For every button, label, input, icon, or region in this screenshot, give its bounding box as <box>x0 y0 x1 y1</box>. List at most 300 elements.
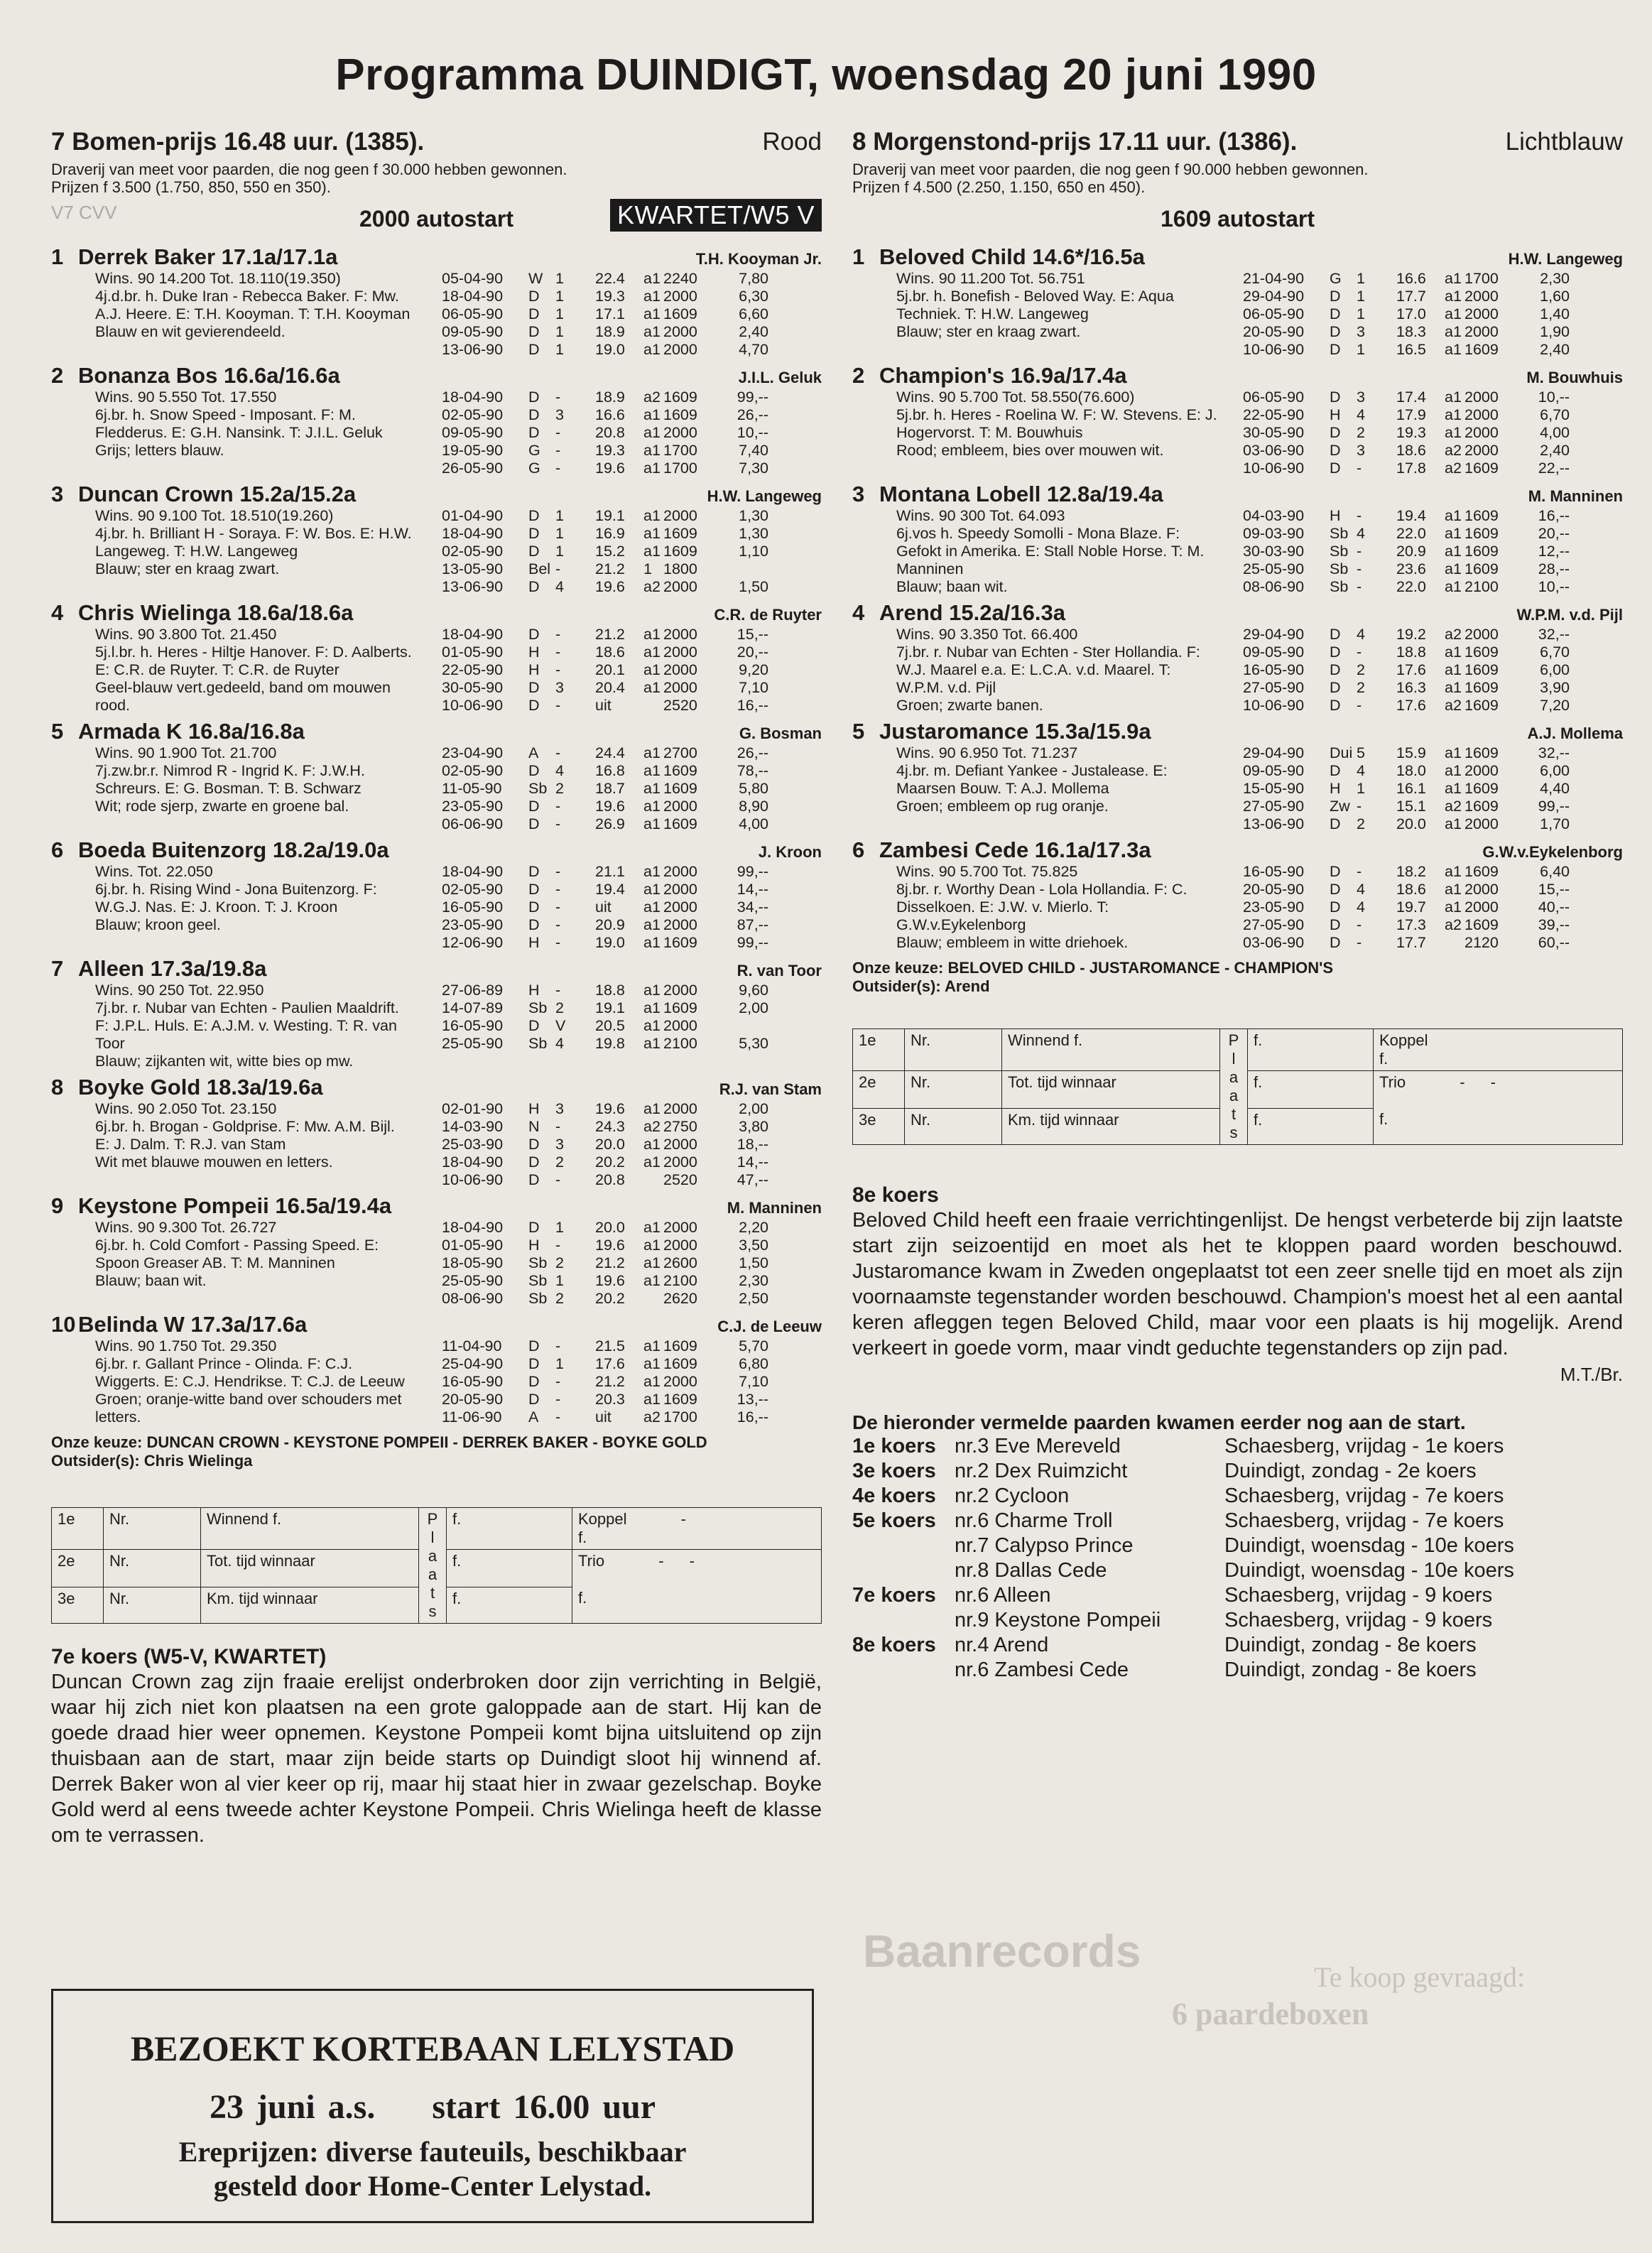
distance: 2000 <box>663 899 697 916</box>
km-time: 17.9 <box>1396 406 1426 423</box>
odds: 1,60 <box>1540 288 1570 305</box>
track-code: Sb <box>528 1272 548 1289</box>
start-class: a1 <box>643 863 661 880</box>
track-code: D <box>528 341 540 358</box>
place-cell: 1e <box>52 1508 104 1550</box>
horse-entry <box>852 719 1623 833</box>
track-code: Bel <box>528 560 551 577</box>
start-row <box>1243 916 1623 934</box>
placing: - <box>1357 934 1362 951</box>
horse-header <box>852 482 1623 507</box>
horse-info-line: Grijs; letters blauw. <box>95 442 224 459</box>
placing: 2 <box>555 1290 564 1307</box>
odds: 7,20 <box>1540 697 1570 714</box>
horse-name <box>51 600 353 626</box>
placing: 4 <box>1357 881 1365 898</box>
odds: 47,-- <box>737 1171 768 1188</box>
km-time: 18.8 <box>1396 644 1426 661</box>
trainer-name: R.J. van Stam <box>719 1080 822 1098</box>
placing: 4 <box>1357 762 1365 779</box>
odds: 9,60 <box>739 982 768 999</box>
km-time: 17.6 <box>1396 661 1426 678</box>
start-class: a1 <box>643 780 661 797</box>
horse-info-line: 5j.br. h. Heres - Roelina W. F: W. Stevens. E: J. <box>896 406 1217 423</box>
horse-info-line: 5j.br. h. Bonefish - Beloved Way. E: Aqua <box>896 288 1174 305</box>
track-code: Sb <box>528 1290 548 1307</box>
horse-name <box>852 719 1151 744</box>
distance: 1609 <box>663 1337 697 1354</box>
track-code: D <box>1330 815 1341 832</box>
our-choice <box>51 1433 822 1470</box>
start-row <box>442 578 822 596</box>
start-date: 23-05-90 <box>1243 899 1305 916</box>
start-class: a1 <box>1445 525 1462 542</box>
start-date: 21-04-90 <box>1243 270 1305 287</box>
horse-info-line: Fledderus. E: G.H. Nansink. T: J.I.L. Geluk <box>95 424 383 441</box>
venue-ref: Duindigt, woensdag - 10e koers <box>1224 1534 1514 1557</box>
track-code: D <box>528 815 540 832</box>
start-class: a1 <box>643 1237 661 1254</box>
start-date: 27-05-90 <box>1243 679 1305 696</box>
odds: 1,70 <box>1540 815 1570 832</box>
odds: 1,90 <box>1540 323 1570 340</box>
recent-starts <box>442 1100 822 1189</box>
track-code: D <box>528 679 540 696</box>
track-code: D <box>528 863 540 880</box>
placing: 3 <box>555 1100 564 1117</box>
dash: - <box>680 1510 686 1528</box>
odds: 2,50 <box>739 1290 768 1307</box>
odds: 18,-- <box>737 1136 768 1153</box>
km-time: 16.6 <box>1396 270 1426 287</box>
start-date: 16-05-90 <box>1243 863 1305 880</box>
odds: 4,70 <box>739 341 768 358</box>
bleed-through-paard: 6 paardeboxen <box>1172 1997 1369 2031</box>
review-title: 8e koers <box>852 1183 939 1207</box>
start-date: 20-05-90 <box>1243 881 1305 898</box>
start-class <box>643 697 663 715</box>
km-time: uit <box>595 697 612 714</box>
start-row <box>442 1355 822 1373</box>
ad-prizes-line2: gesteld door Home-Center Lelystad. <box>213 2170 652 2202</box>
placing: - <box>555 798 561 815</box>
start-row <box>1243 270 1623 288</box>
distance: 2000 <box>663 916 697 933</box>
placing: - <box>1357 798 1362 815</box>
start-row <box>1243 762 1623 780</box>
odds: 99,-- <box>737 934 768 951</box>
list-item <box>852 1533 1623 1558</box>
odds: 99,-- <box>1538 798 1570 815</box>
race-label: 3e koers <box>852 1460 936 1482</box>
start-date: 06-05-90 <box>442 305 504 322</box>
start-row <box>1243 780 1623 798</box>
km-time: 16.5 <box>1396 341 1426 358</box>
km-time: 19.6 <box>595 1100 625 1117</box>
km-time: 16.9 <box>595 525 625 542</box>
plaats-label: P l a a t s <box>1220 1029 1248 1145</box>
horse-info-line: Wins. 90 3.350 Tot. 66.400 <box>896 626 1078 643</box>
recent-starts <box>442 863 822 952</box>
start-date: 02-05-90 <box>442 762 504 779</box>
km-time: 21.5 <box>595 1337 625 1354</box>
faint-label: V7 CVV <box>51 202 117 223</box>
km-time: 18.6 <box>595 644 625 661</box>
start-row <box>442 305 822 323</box>
horse-entry <box>51 956 822 1070</box>
track-code: Sb <box>528 999 548 1016</box>
horse-body <box>852 744 1623 833</box>
start-date: 01-04-90 <box>442 507 504 524</box>
odds: 26,-- <box>737 744 768 761</box>
start-date: 22-05-90 <box>1243 406 1305 423</box>
distance: 1700 <box>1464 270 1499 287</box>
start-date: 27-06-89 <box>442 982 504 999</box>
f-cell: f. <box>1248 1109 1374 1145</box>
start-class: a1 <box>643 442 661 459</box>
placing: - <box>555 1391 561 1408</box>
outsider-text: Outsider(s): Chris Wielinga <box>51 1452 253 1470</box>
race-label <box>852 1533 955 1558</box>
track-code: D <box>1330 305 1341 322</box>
start-row <box>442 899 822 916</box>
start-class: a1 <box>1445 543 1462 560</box>
start-class: a1 <box>1445 881 1462 898</box>
horse-info-line: Maarsen Bouw. T: A.J. Mollema <box>896 780 1109 797</box>
distance: 1609 <box>663 525 697 542</box>
placing: - <box>1357 560 1362 577</box>
placing: - <box>555 1373 561 1390</box>
km-time: 16.8 <box>595 762 625 779</box>
start-class: a1 <box>1445 270 1462 287</box>
list-item <box>852 1608 1623 1633</box>
start-row <box>442 270 822 288</box>
odds: 12,-- <box>1538 543 1570 560</box>
nr-cell: Nr. <box>905 1029 1002 1071</box>
distance: 2100 <box>663 1272 697 1289</box>
odds: 32,-- <box>1538 626 1570 643</box>
start-row <box>1243 288 1623 305</box>
track-code: D <box>1330 389 1341 406</box>
start-date: 18-04-90 <box>442 288 504 305</box>
odds: 6,30 <box>739 288 768 305</box>
start-class: 1 <box>643 560 652 577</box>
km-time: 19.2 <box>1396 626 1426 643</box>
track-code: D <box>528 697 540 714</box>
koppel-cell <box>1374 1029 1623 1071</box>
placing: - <box>555 899 561 916</box>
race-label: 7e koers <box>852 1584 936 1607</box>
km-time: 19.7 <box>1396 899 1426 916</box>
horse-info-line: Wins. Tot. 22.050 <box>95 863 213 880</box>
track-code: G <box>528 442 540 459</box>
trainer-name: C.J. de Leeuw <box>717 1318 822 1335</box>
start-class: a1 <box>643 543 661 560</box>
horse-ref: nr.2 Dex Ruimzicht <box>955 1460 1128 1482</box>
km-time: 20.8 <box>595 424 625 441</box>
start-class: a1 <box>1445 507 1462 524</box>
placing: - <box>555 460 561 477</box>
f-cell: f. <box>447 1550 572 1587</box>
km-time: 18.6 <box>1396 442 1426 459</box>
distance: 2000 <box>663 982 697 999</box>
horse-info-line: 6j.br. h. Brogan - Goldprise. F: Mw. A.M. Bijl. <box>95 1118 395 1135</box>
start-class: a1 <box>643 916 661 933</box>
horse-header <box>852 837 1623 863</box>
odds: 10,-- <box>1538 578 1570 595</box>
start-date: 16-05-90 <box>442 899 504 916</box>
start-row <box>442 1290 822 1308</box>
horse-info-line: E: J. Dalm. T: R.J. van Stam <box>95 1136 286 1153</box>
horse-name-text: Chris Wielinga 18.6a/18.6a <box>78 600 354 625</box>
horse-entry <box>51 600 822 715</box>
horse-info-line: Techniek. T: H.W. Langeweg <box>896 305 1089 322</box>
start-date: 20-05-90 <box>1243 323 1305 340</box>
placing: - <box>555 560 561 577</box>
horse-info-line: Langeweg. T: H.W. Langeweg <box>95 543 298 560</box>
odds: 4,00 <box>1540 424 1570 441</box>
start-class: a1 <box>643 982 661 999</box>
km-time: 23.6 <box>1396 560 1426 577</box>
start-row <box>442 815 822 833</box>
result-table <box>852 1028 1623 1145</box>
start-date: 29-04-90 <box>1243 626 1305 643</box>
horse-info-line: Wins. 90 5.550 Tot. 17.550 <box>95 389 277 406</box>
list-item <box>852 1484 1623 1509</box>
km-time: 19.6 <box>595 578 625 595</box>
odds: 2,00 <box>739 1100 768 1117</box>
horse-entry <box>852 600 1623 715</box>
start-date: 18-04-90 <box>442 1153 504 1171</box>
horse-name-text: Beloved Child 14.6*/16.5a <box>879 244 1145 269</box>
horse-name-text: Bonanza Bos 16.6a/16.6a <box>78 363 340 388</box>
horse-info-line: 6j.br. h. Rising Wind - Jona Buitenzorg. F: <box>95 881 377 898</box>
placing: 4 <box>1357 406 1365 423</box>
start-row <box>1243 626 1623 644</box>
placing: 1 <box>555 1355 564 1372</box>
track-code: D <box>528 525 540 542</box>
recent-starts <box>442 982 822 1070</box>
start-row <box>1243 525 1623 543</box>
track-code: Sb <box>528 780 548 797</box>
horse-header <box>51 956 822 982</box>
placing: - <box>555 442 561 459</box>
placing: 1 <box>1357 780 1365 797</box>
horse-ref: nr.6 Zambesi Cede <box>955 1658 1129 1681</box>
horse-body <box>51 863 822 952</box>
start-class: a1 <box>643 305 661 322</box>
km-time: 17.8 <box>1396 460 1426 477</box>
placing: 4 <box>555 762 564 779</box>
horse-body <box>852 270 1623 359</box>
horse-info-line: Blauw; baan wit. <box>896 578 1008 595</box>
distance: 1609 <box>1464 780 1499 797</box>
race-conditions <box>51 161 822 196</box>
track-code: D <box>528 1373 540 1390</box>
start-date: 16-05-90 <box>1243 661 1305 678</box>
km-time: 24.3 <box>595 1118 625 1135</box>
f-label: f. <box>1379 1050 1389 1068</box>
trio-label: Trio <box>578 1552 605 1570</box>
start-type: 1609 autostart <box>1161 206 1315 232</box>
start-row <box>1243 305 1623 323</box>
start-date: 05-04-90 <box>442 270 504 287</box>
horse-list <box>852 244 1623 952</box>
odds: 28,-- <box>1538 560 1570 577</box>
distance: 2000 <box>663 1136 697 1153</box>
horse-info-line: A.J. Heere. E: T.H. Kooyman. T: T.H. Kooyman <box>95 305 411 322</box>
distance: 1609 <box>663 305 697 322</box>
our-choice <box>852 959 1623 996</box>
start-row <box>852 199 1623 240</box>
start-row <box>442 1017 822 1035</box>
distance: 2000 <box>663 1237 697 1254</box>
horse-header <box>852 600 1623 626</box>
distance: 1609 <box>1464 697 1499 714</box>
review-text: Duncan Crown zag zijn fraaie erelijst onderbroken door zijn verrichting in België, waar hij zich niet kon plaatsen na een grote galoppade aan de start. Hij kan de goede draad hier weer opnemen. Keystone Pompeii komt bijna uitsluitend op zijn thuisbaan aan de start, maar zijn beide starts op Duindigt sloot hij winnend af. Derrek Baker won al vier keer op rij, maar hij staat hier in zwaar gezelschap. Boyke Gold werd al eens tweede achter Keystone Pompeii. Chris Wielinga heeft de klasse om te verrassen. <box>51 1671 822 1847</box>
horse-name-text: Keystone Pompeii 16.5a/19.4a <box>78 1193 392 1218</box>
start-class: a1 <box>643 1100 661 1117</box>
odds: 32,-- <box>1538 744 1570 761</box>
km-time: uit <box>595 899 612 916</box>
track-code: Sb <box>528 1035 548 1052</box>
race-8-column <box>852 128 1623 1683</box>
start-date: 06-06-90 <box>442 815 504 832</box>
start-date: 30-05-90 <box>442 679 504 696</box>
start-row <box>442 1035 822 1053</box>
placing: 1 <box>555 323 564 340</box>
horse-entry <box>51 363 822 477</box>
start-date: 01-05-90 <box>442 644 504 661</box>
track-code: D <box>528 798 540 815</box>
horse-info-line: Wins. 90 2.050 Tot. 23.150 <box>95 1100 277 1117</box>
nr-cell: Nr. <box>905 1109 1002 1145</box>
horse-info-line: G.W.v.Eykelenborg <box>896 916 1026 933</box>
start-type: 2000 autostart <box>359 206 513 232</box>
odds: 2,30 <box>1540 270 1570 287</box>
km-time: 21.1 <box>595 863 625 880</box>
start-row <box>442 626 822 644</box>
start-date: 06-05-90 <box>1243 305 1305 322</box>
track-code: D <box>1330 341 1341 358</box>
start-date: 11-05-90 <box>442 780 502 797</box>
recent-starts <box>442 270 822 359</box>
odds: 6,70 <box>1540 406 1570 423</box>
track-code: D <box>1330 697 1341 714</box>
track-code: D <box>1330 899 1341 916</box>
start-row <box>442 999 822 1017</box>
start-class <box>643 1290 663 1308</box>
horse-name <box>51 1193 391 1219</box>
start-class: a1 <box>643 1373 661 1390</box>
distance: 1609 <box>1464 507 1499 524</box>
horse-info-line: Wins. 90 250 Tot. 22.950 <box>95 982 264 999</box>
condition-line: Draverij van meet voor paarden, die nog geen f 30.000 hebben gewonnen. <box>51 161 567 178</box>
race-label <box>852 1658 955 1683</box>
odds: 5,70 <box>739 1337 768 1354</box>
placing: - <box>555 626 561 643</box>
distance: 2100 <box>1464 578 1499 595</box>
start-class: a1 <box>643 626 661 643</box>
start-class: a1 <box>643 899 661 916</box>
start-row <box>442 780 822 798</box>
start-class: a1 <box>643 1219 661 1236</box>
track-code: D <box>528 389 540 406</box>
race-label: 1e koers <box>852 1435 936 1457</box>
placing: 3 <box>555 679 564 696</box>
km-time: 20.9 <box>1396 543 1426 560</box>
start-class: a1 <box>643 934 661 951</box>
odds: 9,20 <box>739 661 768 678</box>
start-class: a1 <box>643 798 661 815</box>
start-class: a2 <box>1445 697 1462 714</box>
start-class: a1 <box>643 744 661 761</box>
horse-name <box>51 1312 307 1337</box>
start-date: 12-06-90 <box>442 934 504 951</box>
km-time: 17.1 <box>595 305 625 322</box>
horse-info-line: Wiggerts. E: C.J. Hendrikse. T: C.J. de Leeuw <box>95 1373 405 1390</box>
km-time: 18.8 <box>595 982 625 999</box>
track-code: D <box>528 1391 540 1408</box>
placing: - <box>1357 644 1362 661</box>
odds: 20,-- <box>1538 525 1570 542</box>
placing: 1 <box>1357 288 1365 305</box>
horse-entry <box>51 1312 822 1426</box>
track-code: A <box>528 1408 539 1426</box>
km-time: 19.3 <box>595 442 625 459</box>
track-code: H <box>528 934 540 951</box>
km-time: 18.6 <box>1396 881 1426 898</box>
km-time: 16.6 <box>595 406 625 423</box>
start-row <box>442 341 822 359</box>
horse-info <box>852 863 1243 952</box>
ad-date-line <box>53 2088 812 2127</box>
venue-ref: Duindigt, zondag - 8e koers <box>1224 1634 1477 1656</box>
horse-header <box>51 600 822 626</box>
start-class: a1 <box>643 1254 661 1271</box>
odds: 87,-- <box>737 916 768 933</box>
horse-name <box>852 837 1151 863</box>
prize-line: Prijzen f 3.500 (1.750, 850, 550 en 350). <box>51 178 331 196</box>
odds: 2,30 <box>739 1272 768 1289</box>
koppel-label: Koppel <box>1379 1031 1428 1049</box>
start-class <box>643 1171 663 1189</box>
start-row <box>1243 863 1623 881</box>
km-time-cell: Km. tijd winnaar <box>1002 1109 1220 1145</box>
horse-number: 4 <box>51 600 64 625</box>
distance: 1609 <box>663 999 697 1016</box>
venue-ref: Schaesberg, vrijdag - 7e koers <box>1224 1509 1504 1532</box>
horse-entry <box>852 244 1623 359</box>
race-color: Rood <box>762 128 822 156</box>
race-color: Lichtblauw <box>1505 128 1623 156</box>
km-time: 20.9 <box>595 916 625 933</box>
placing: - <box>555 744 561 761</box>
track-code: D <box>1330 934 1341 951</box>
horse-info-line: Wins. 90 3.800 Tot. 21.450 <box>95 626 277 643</box>
dash: - <box>689 1552 695 1570</box>
start-date: 09-05-90 <box>442 424 504 441</box>
start-date: 25-05-90 <box>1243 560 1305 577</box>
trainer-name: A.J. Mollema <box>1527 724 1623 742</box>
horse-header <box>852 363 1623 389</box>
horse-number: 5 <box>852 719 865 744</box>
start-class: a2 <box>1445 626 1462 643</box>
start-row <box>1243 442 1623 460</box>
start-date: 11-06-90 <box>442 1408 502 1426</box>
distance: 1609 <box>1464 916 1499 933</box>
recent-starts <box>1243 270 1623 359</box>
